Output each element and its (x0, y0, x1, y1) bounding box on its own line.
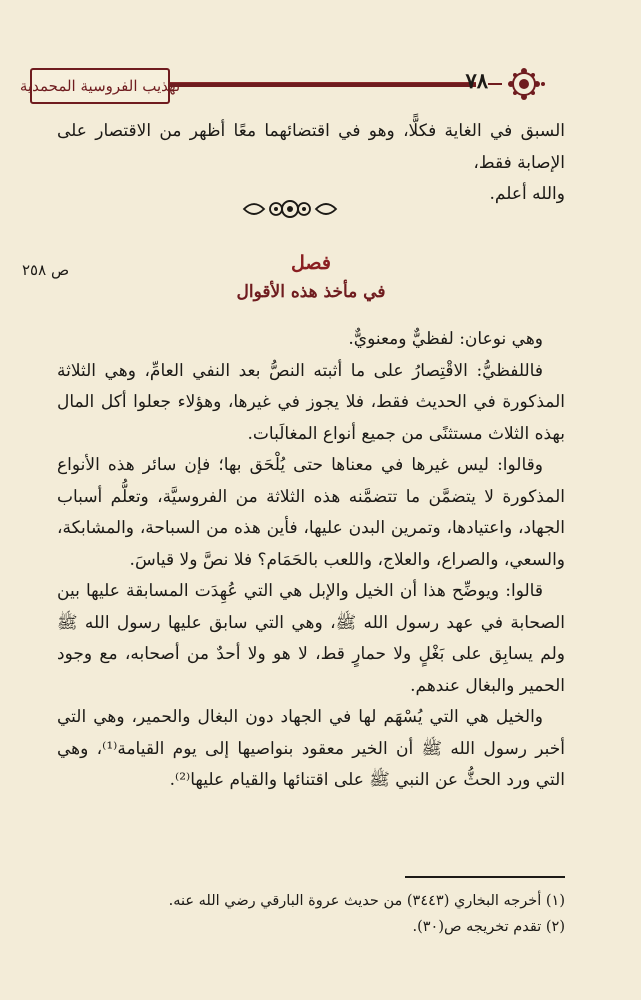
margin-page-reference: ص ٢٥٨ (22, 261, 70, 279)
footnote: (٢) تقدم تخريجه ص(٣٠). (412, 919, 565, 935)
footnote-separator (405, 876, 565, 878)
section-title: فصل (291, 252, 331, 274)
paragraph: فاللفظيُّ: الاقْتِصارُ على ما أثبته النصُّ بعد النفي العامِّ، وهي الثلاثة المذكورة في الحديث فقط، فلا يجوز في غيرها، وهؤلاء جعلوا أكل المال بهذه الثلاث مستثنًى من جميع أنواع المغالَبات. (57, 360, 565, 444)
paragraph: وهي نوعان: لفظيٌّ ومعنويٌّ. (348, 329, 543, 349)
page-number: ٧٨ (465, 68, 488, 93)
header-rule (165, 82, 476, 87)
footnotes (57, 888, 565, 940)
paragraph: والخيل هي التي يُسْهَم لها في الجهاد دون البغال والحمير، وهي التي أخبر رسول الله ﷺ أن الخير معقود بنواصيها إلى يوم القيامة⁽¹⁾، وهي التي ورد الحثُّ عن النبي ﷺ على اقتنائها والقيام عليها⁽²⁾. (57, 707, 565, 790)
text-line: والله أعلم. (489, 184, 565, 204)
rosette-ornament-icon (488, 66, 546, 102)
book-title-cartouche (19, 68, 181, 104)
footnote: (١) أخرجه البخاري (٣٤٤٣) من حديث عروة البارقي رضي الله عنه. (168, 893, 565, 909)
divider-ornament-icon (240, 196, 340, 222)
paragraph: قالوا: ويوضِّح هذا أن الخيل والإبل هي التي عُهِدَت المسابقة عليها بين الصحابة في عهد رسول الله ﷺ، وهي التي سابق عليها رسول الله ﷺ ولم يسابِق على بَغْلٍ ولا حمارٍ قط، لا هو ولا أحدٌ من أصحابه، مع وجود الحمير والبغال عندهم. (57, 581, 565, 696)
section-subtitle: في مأخذ هذه الأقوال (236, 282, 386, 302)
main-text-block (57, 324, 565, 797)
book-title: تهذيب الفروسية المحمدية (19, 77, 181, 95)
paragraph: وقالوا: ليس غيرها في معناها حتى يُلْحَق بها؛ فإن سائر هذه الأنواع المذكورة لا يتضمَّن ما تتضمَّنه هذه الثلاثة من الفروسيَّة، وتعلُّم أسباب الجهاد، واعتيادها، وتمرين البدن عليها، فأين هذه من السباحة، والمشابكة، والسعي، والصراع، والعلاج، واللعب بالحَمَام؟ فلا نصَّ ولا قياسَ. (57, 455, 565, 570)
page-header (19, 62, 546, 106)
text-line: السبق في الغاية فكلًّا، وهو في اقتضائهما معًا أظهر من الاقتصار على الإصابة فقط، (57, 121, 565, 173)
